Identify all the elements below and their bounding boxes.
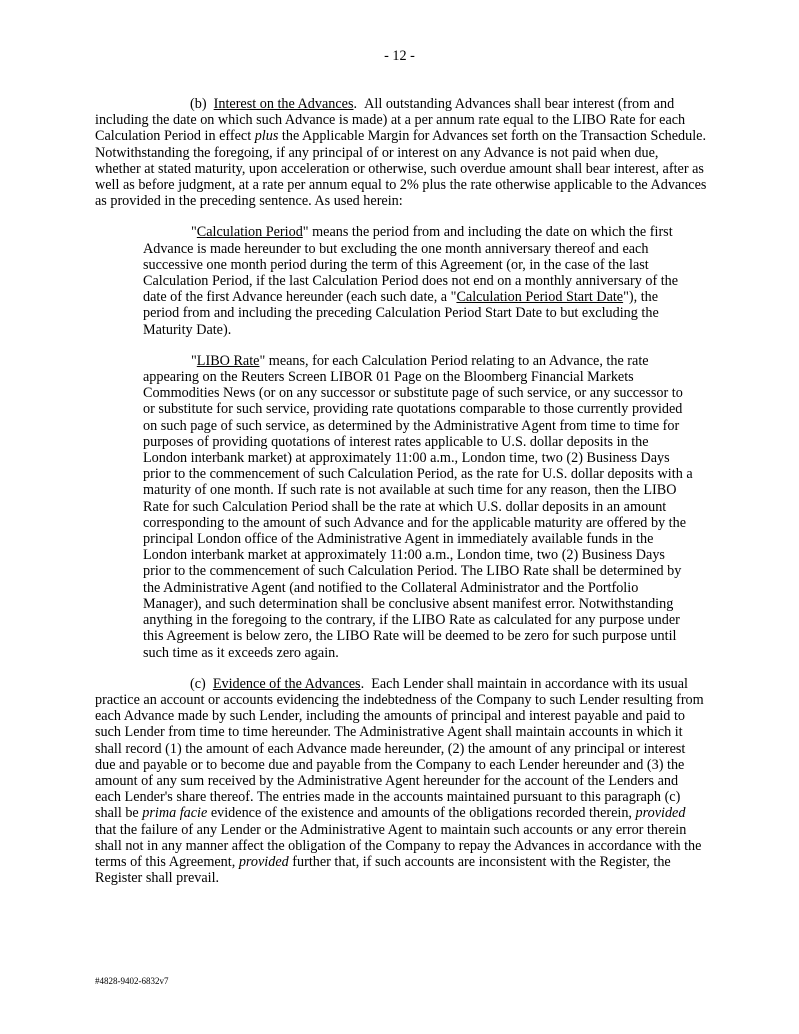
- section-b-paragraph: (b) Interest on the Advances. All outstanding Advances shall bear interest (from and including the date on which such Advance is made) at a per annum rate equal to the LIBO Rate for each Calculation Period in effect plus the Applicable Margin for Advances set forth on the Transaction Schedule. Notwithstanding the foregoing, if any principal of or interest on any Advance is not paid when due, whether at stated maturity, upon acceleration or otherwise, such overdue amount shall bear interest, after as well as before judgment, at a rate per annum equal to 2% plus the rate otherwise applicable to the Advances as provided in the preceding sentence. As used herein:: [95, 96, 707, 210]
- provided-italic-2: provided: [238, 853, 289, 870]
- document-body: [95, 96, 707, 901]
- provided-italic-1: provided: [635, 805, 686, 822]
- definition-libo-rate: "LIBO Rate" means, for each Calculation Period relating to an Advance, the rate appearing on the Reuters Screen LIBOR 01 Page on the Bloomberg Financial Markets Commodities News (or on any successor or substitute page of such service, or any successor to or substitute for such service, providing rate quotations comparable to those currently provided on such page of such service, as determined by the Administrative Agent from time to time for purposes of providing quotations of interest rates applicable to U.S. dollar deposits in the London interbank market) at approximately 11:00 a.m., London time, two (2) Business Days prior to the commencement of such Calculation Period, as the rate for U.S. dollar deposits with a maturity of one month. If such rate is not available at such time for any reason, then the LIBO Rate for such Calculation Period shall be the rate at which U.S. dollar deposits in an amount corresponding to the amount of such Advance and for the applicable maturity are offered by the principal London office of the Administrative Agent in immediately available funds in the London interbank market at approximately 11:00 a.m., London time, two (2) Business Days prior to the commencement of such Calculation Period. The LIBO Rate shall be determined by the Administrative Agent (and notified to the Collateral Administrator and the Portfolio Manager), and such determination shall be conclusive absent manifest error. Notwithstanding anything in the foregoing to the contrary, if the LIBO Rate as calculated for any purpose under this Agreement is below zero, the LIBO Rate will be deemed to be zero for such purpose until such time as it exceeds zero again.: [143, 352, 693, 661]
- document-reference: #4828-9402-6832v7: [95, 976, 169, 986]
- term-calculation-period: Calculation Period: [196, 224, 303, 241]
- definition-calculation-period: "Calculation Period" means the period from and including the date on which the first Advance is made hereunder to but excluding the one month anniversary thereof and each successive one month period during the term of this Agreement (or, in the case of the last Calculation Period, if the last Calculation Period does not end on a monthly anniversary of the date of the first Advance hereunder (each such date, a "Calculation Period Start Date"), the period from and including the preceding Calculation Period Start Date to but excluding the Maturity Date).: [143, 224, 679, 338]
- section-c-heading: Evidence of the Advances: [212, 675, 361, 692]
- section-c-label: (c): [190, 675, 206, 692]
- page-number: - 12 -: [384, 48, 415, 64]
- term-libo-rate: LIBO Rate: [196, 352, 260, 369]
- term-calculation-period-start-date: Calculation Period Start Date: [456, 289, 624, 306]
- section-b-heading: Interest on the Advances: [213, 96, 354, 112]
- plus-italic: plus: [254, 128, 279, 145]
- section-b-label: (b): [190, 96, 207, 112]
- section-c-paragraph: (c) Evidence of the Advances. Each Lender shall maintain in accordance with its usual practice an account or accounts evidencing the indebtedness of the Company to such Lender resulting from each Advance made by such Lender, including the amounts of principal and interest payable and paid to such Lender from time to time hereunder. The Administrative Agent shall maintain accounts in which it shall record (1) the amount of each Advance made hereunder, (2) the amount of any principal or interest due and payable or to become due and payable from the Company to each Lender hereunder and (3) the amount of any sum received by the Administrative Agent hereunder for the account of the Lenders and each Lender's share thereof. The entries made in the accounts maintained pursuant to this paragraph (c) shall be prima facie evidence of the existence and amounts of the obligations recorded therein, provided that the failure of any Lender or the Administrative Agent to maintain such accounts or any error therein shall not in any manner affect the obligation of the Company to repay the Advances in accordance with the terms of this Agreement, provided further that, if such accounts are inconsistent with the Register, the Register shall prevail.: [95, 675, 704, 887]
- prima-facie-italic: prima facie: [142, 805, 208, 822]
- section-b-text: All outstanding Advances shall bear interest (from and including the date on which such Advance is made) at a per annum rate equal to the LIBO Rate for each Calculation Period in effect: [95, 96, 686, 145]
